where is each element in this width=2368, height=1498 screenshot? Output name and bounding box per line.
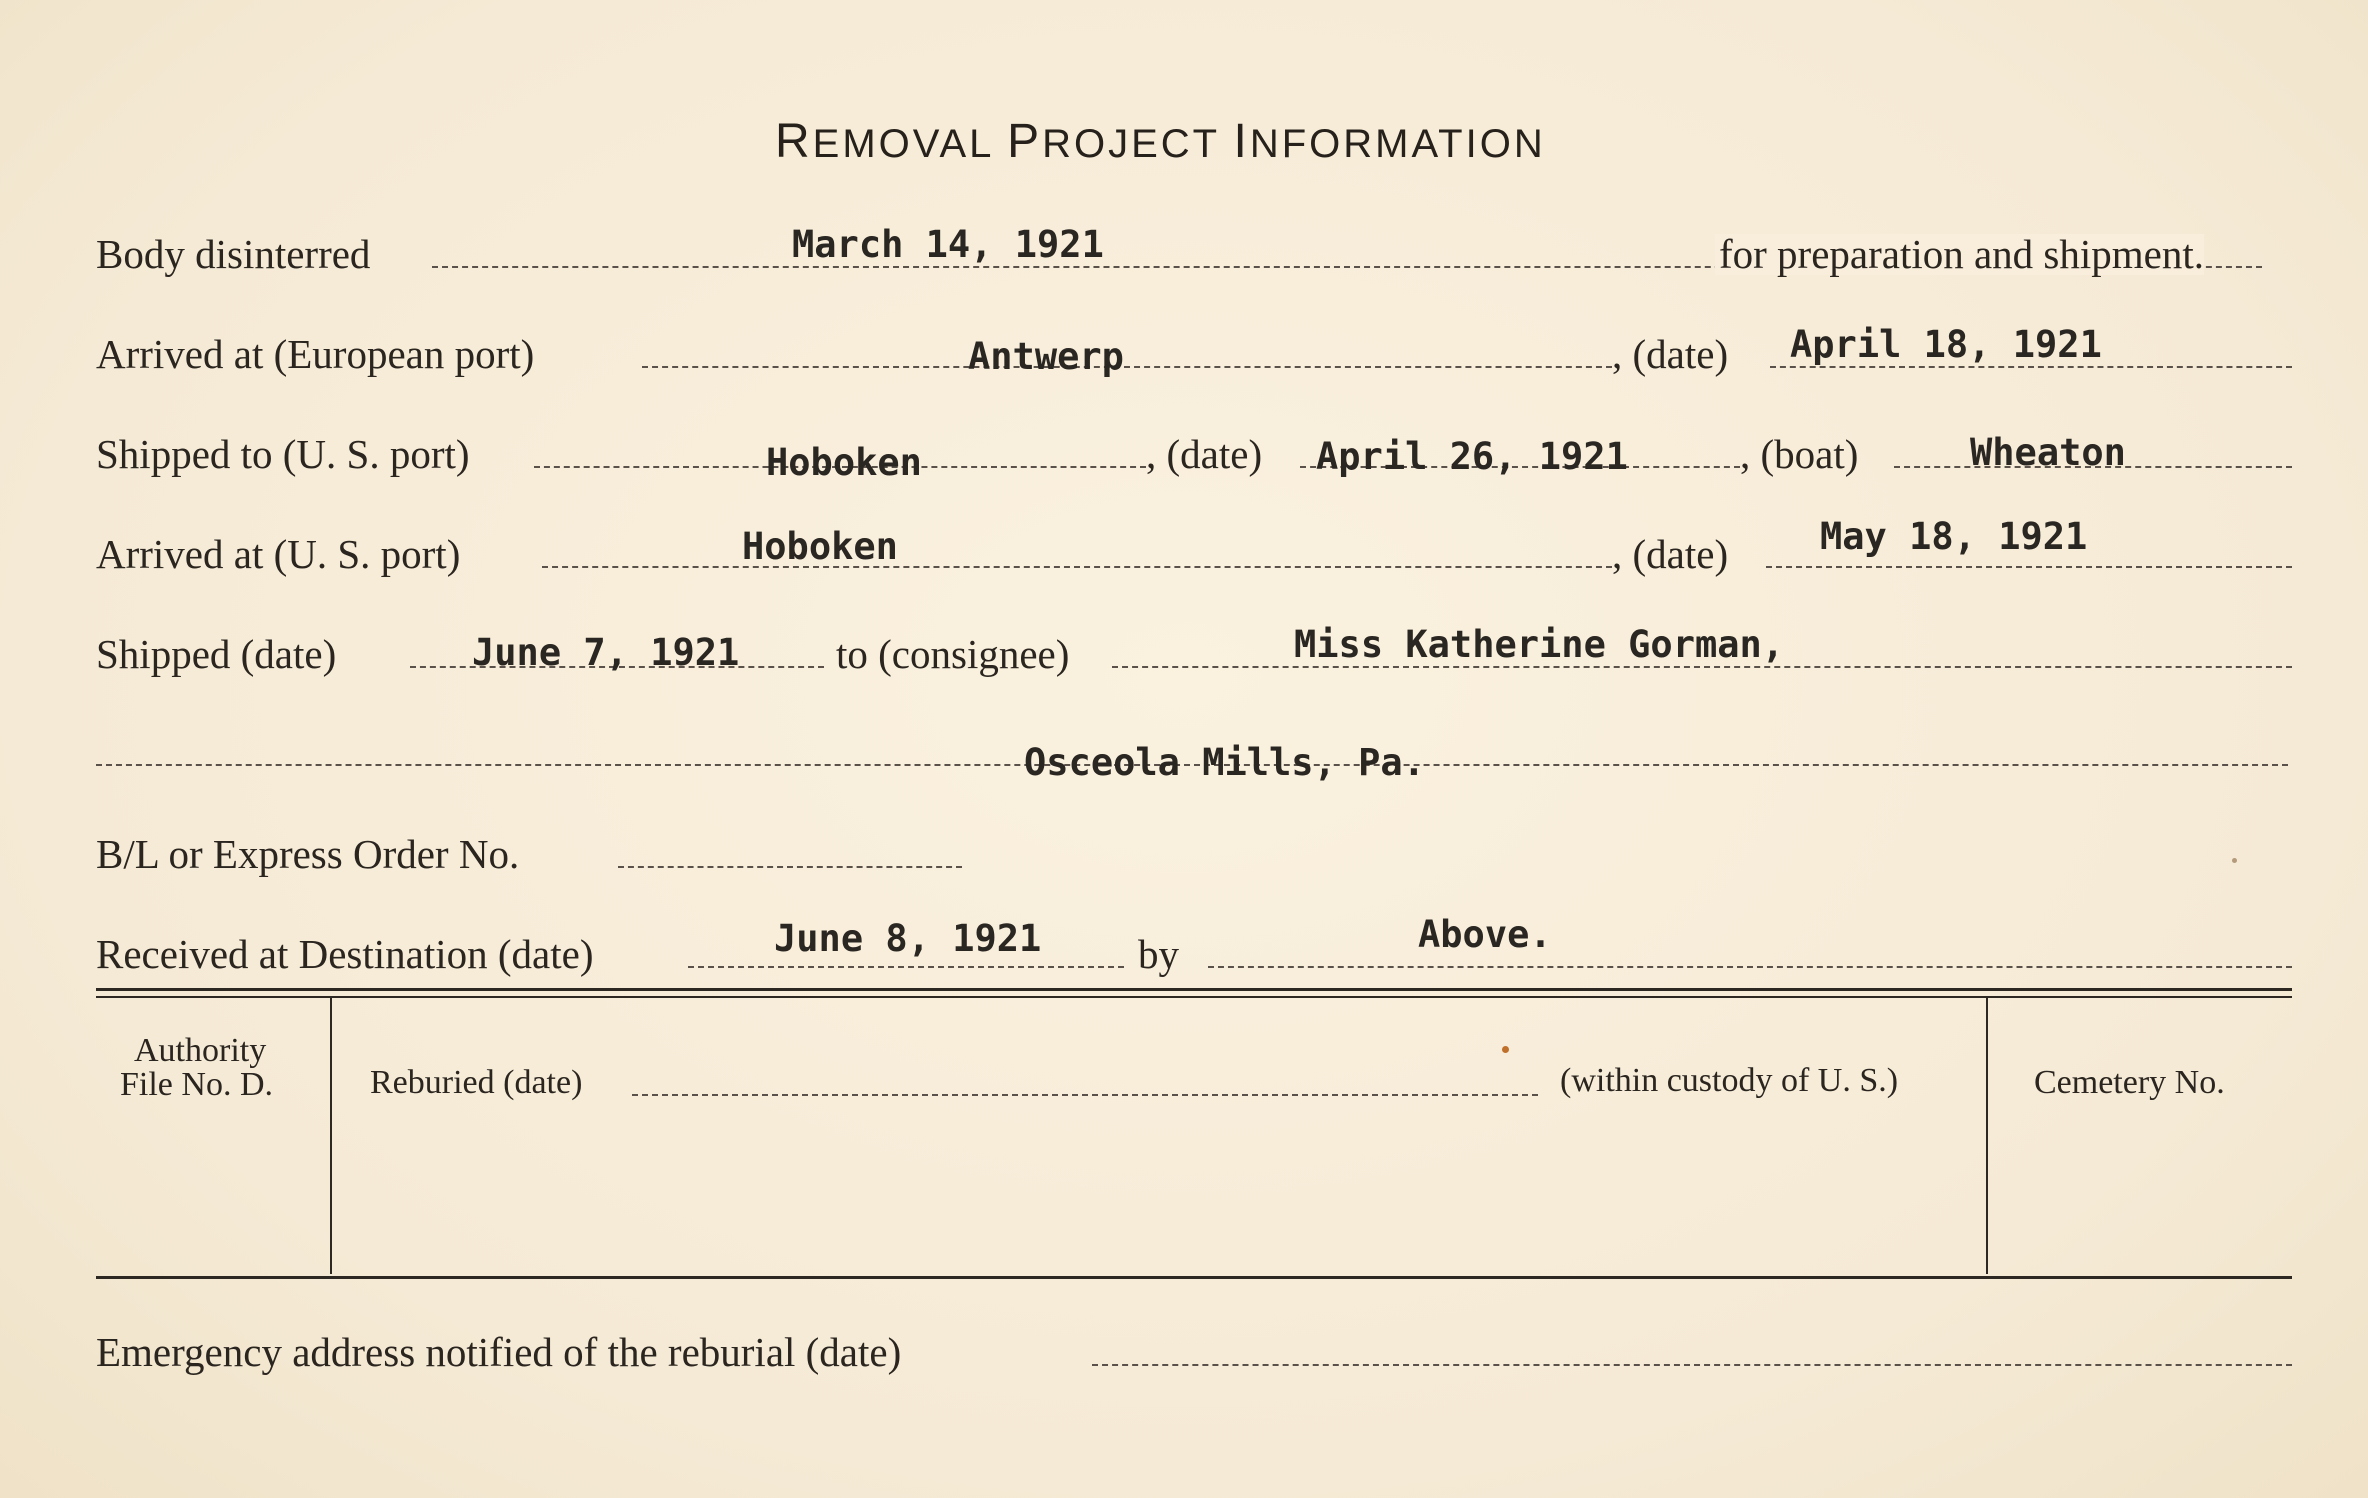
consignee-line — [1112, 666, 2292, 668]
shipped-date-value: June 7, 1921 — [472, 631, 740, 674]
emergency-label: Emergency address notified of the reburial (date) — [96, 1329, 902, 1375]
received-date: June 8, 1921 — [774, 917, 1042, 960]
authority-label-line1: Authority — [134, 1032, 267, 1069]
authority-label-line2: File No. D. — [120, 1066, 273, 1103]
received-by-label: by — [1138, 931, 1179, 977]
table-top-rule — [96, 988, 2292, 991]
arrived-european-label: Arrived at (European port) — [96, 331, 535, 377]
arrived-european-date-label: , (date) — [1612, 331, 1729, 377]
shipped-to-us-boat-label: , (boat) — [1740, 431, 1859, 477]
form-title: REMOVAL PROJECT INFORMATION — [775, 115, 1546, 168]
received-by-line — [1208, 966, 2292, 968]
reburied-label: Reburied (date) — [370, 1064, 583, 1101]
arrived-european-date: April 18, 1921 — [1790, 323, 2102, 366]
shipped-date-label: Shipped (date) — [96, 631, 337, 677]
arrived-us-port: Hoboken — [742, 525, 898, 568]
bl-order-line — [618, 866, 962, 868]
arrived-european-date-line — [1770, 366, 2292, 368]
arrived-us-date-line — [1766, 566, 2292, 568]
paper-spot — [2232, 858, 2237, 863]
cemetery-label: Cemetery No. — [2034, 1064, 2225, 1101]
received-by: Above. — [1418, 913, 1552, 956]
paper-spot — [1502, 1046, 1509, 1053]
arrived-european-port: Antwerp — [968, 335, 1124, 378]
arrived-us-label: Arrived at (U. S. port) — [96, 531, 461, 577]
shipped-to-us-port: Hoboken — [766, 441, 922, 484]
consignee-label: to (consignee) — [836, 631, 1070, 677]
reburied-line — [632, 1094, 1538, 1096]
consignee-address: Osceola Mills, Pa. — [1024, 741, 1425, 784]
consignee-value: Miss Katherine Gorman, — [1294, 623, 1785, 666]
arrived-us-line — [542, 566, 1612, 568]
shipped-to-us-date: April 26, 1921 — [1316, 435, 1628, 478]
custody-label: (within custody of U. S.) — [1560, 1062, 1899, 1099]
body-disinterred-suffix: for preparation and shipment. — [1715, 234, 2204, 275]
body-disinterred-label: Body disinterred — [96, 231, 371, 277]
arrived-european-line — [642, 366, 1612, 368]
table-divider-1 — [330, 998, 332, 1274]
shipped-to-us-label: Shipped to (U. S. port) — [96, 431, 470, 477]
table-divider-2 — [1986, 998, 1988, 1274]
shipped-to-us-boat: Wheaton — [1970, 431, 2126, 474]
received-date-line — [688, 966, 1124, 968]
arrived-us-date-label: , (date) — [1612, 531, 1729, 577]
emergency-line — [1092, 1364, 2292, 1366]
received-label: Received at Destination (date) — [96, 931, 594, 977]
table-top-rule-2 — [96, 996, 2292, 998]
arrived-us-date: May 18, 1921 — [1820, 515, 2088, 558]
bl-order-label: B/L or Express Order No. — [96, 831, 520, 877]
shipped-to-us-date-label: , (date) — [1146, 431, 1263, 477]
table-bottom-rule — [96, 1276, 2292, 1279]
body-disinterred-value: March 14, 1921 — [792, 223, 1104, 266]
